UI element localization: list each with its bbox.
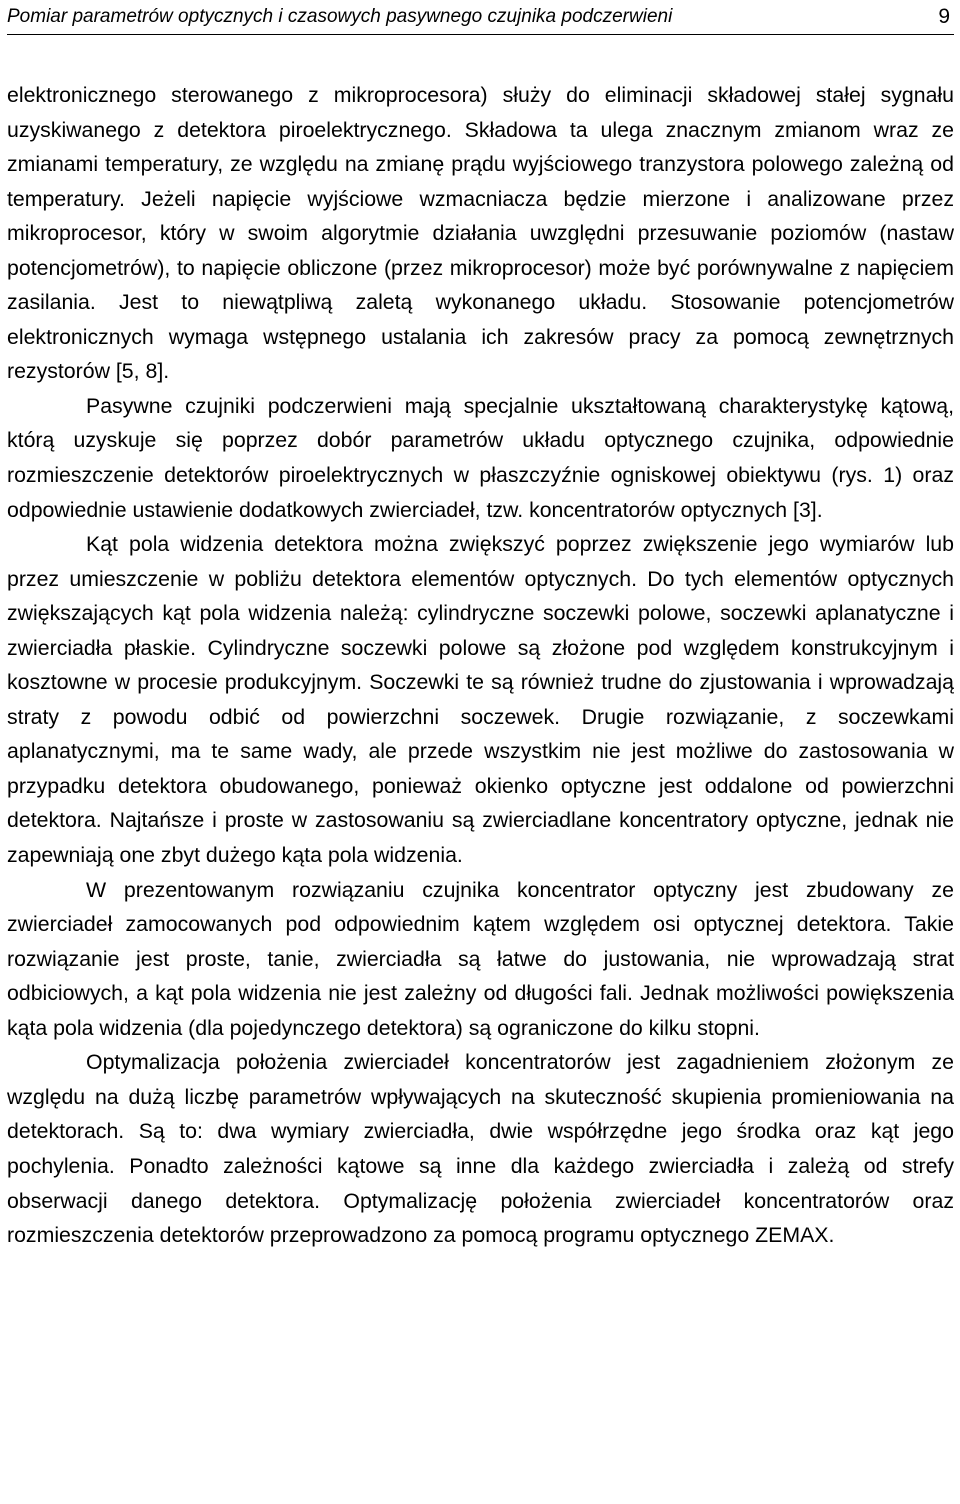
paragraph-4: W prezentowanym rozwiązaniu czujnika koncentrator optyczny jest zbudowany ze zwierciadeł zamocowanych pod odpowiednim kątem względem osi optycznej detektora. Takie rozwiązanie jest proste, tanie, zwierciadła są łatwe do justowania, nie wprowadzają strat odbiciowych, a kąt pola widzenia nie jest zależny od długości fali. Jednak możliwości powiększenia kąta pola widzenia (dla pojedynczego detektora) są ograniczone do kilku stopni. [7,877,954,1040]
paragraph-5: Optymalizacja położenia zwierciadeł koncentratorów jest zagadnieniem złożonym ze względu na dużą liczbę parametrów wpływających na skuteczność skupienia promieniowania na detektorach. Są to: dwa wymiary zwierciadła, dwie współrzędne jego środka oraz kąt jego pochylenia. Ponadto zależności kątowe są inne dla każdego zwierciadła i zależą od strefy obserwacji danego detektora. Optymalizację położenia zwierciadeł koncentratorów oraz rozmieszczenia detektorów przeprowadzono za pomocą programu optycznego ZEMAX. [7,1050,954,1248]
paragraph-1: elektronicznego sterowanego z mikroprocesora) służy do eliminacji składowej stałej sygnału uzyskiwanego z detektora piroelektrycznego. Składowa ta ulega znacznym zmianom wraz ze zmianami temperatury, ze względu na zmianę prądu wyjściowego tranzystora polowego zależną od temperatury. Jeżeli napięcie wyjściowe wzmacniacza będzie mierzone i analizowane przez mikroprocesor, który w swoim algorytmie działania uwzględni przesuwanie poziomów (nastaw potencjometrów), to napięcie obliczone (przez mikroprocesor) może być porównywalne z napięciem zasilania. Jest to niewątpliwą zaletą wykonanego układu. Stosowanie potencjometrów elektronicznych wymaga wstępnego ustalania ich zakresów pracy za pomocą zewnętrznych rezystorów [5, 8]. [7,83,954,384]
paragraph-2: Pasywne czujniki podczerwieni mają specjalnie ukształtowaną charakterystykę kątową, którą uzyskuje się poprzez dobór parametrów układu optycznego czujnika, odpowiednie rozmieszczenie detektorów piroelektrycznych w płaszczyźnie ogniskowej obiektywu (rys. 1) oraz odpowiednie ustawienie dodatkowych zwierciadeł, tzw. koncentratorów optycznych [3]. [7,393,954,522]
page-number: 9 [938,5,950,28]
header-title: Pomiar parametrów optycznych i czasowych pasywnego czujnika podczerwieni [7,6,673,27]
paragraph-3: Kąt pola widzenia detektora można zwiększyć poprzez zwiększenie jego wymiarów lub przez umieszczenie w pobliżu detektora elementów optycznych. Do tych elementów optycznych zwiększających kąt pola widzenia należą: cylindryczne soczewki polowe, soczewki aplanatyczne i zwierciadła płaskie. Cylindryczne soczewki polowe są złożone pod względem konstrukcyjnym i kosztowne w procesie produkcyjnym. Soczewki te są również trudne do zjustowania i wprowadzają straty z powodu odbić od powierzchni soczewek. Drugie rozwiązanie, z soczewkami aplanatycznymi, ma te same wady, ale przede wszystkim nie jest możliwe do zastosowania w przypadku detektora obudowanego, ponieważ okienko optyczne jest oddalone od powierzchni detektora. Najtańsze i proste w zastosowaniu są zwierciadlane koncentratory optyczne, jednak nie zapewniają one zbyt dużego kąta pola widzenia. [7,532,954,868]
running-header [7,0,954,35]
body-text [7,78,954,1253]
